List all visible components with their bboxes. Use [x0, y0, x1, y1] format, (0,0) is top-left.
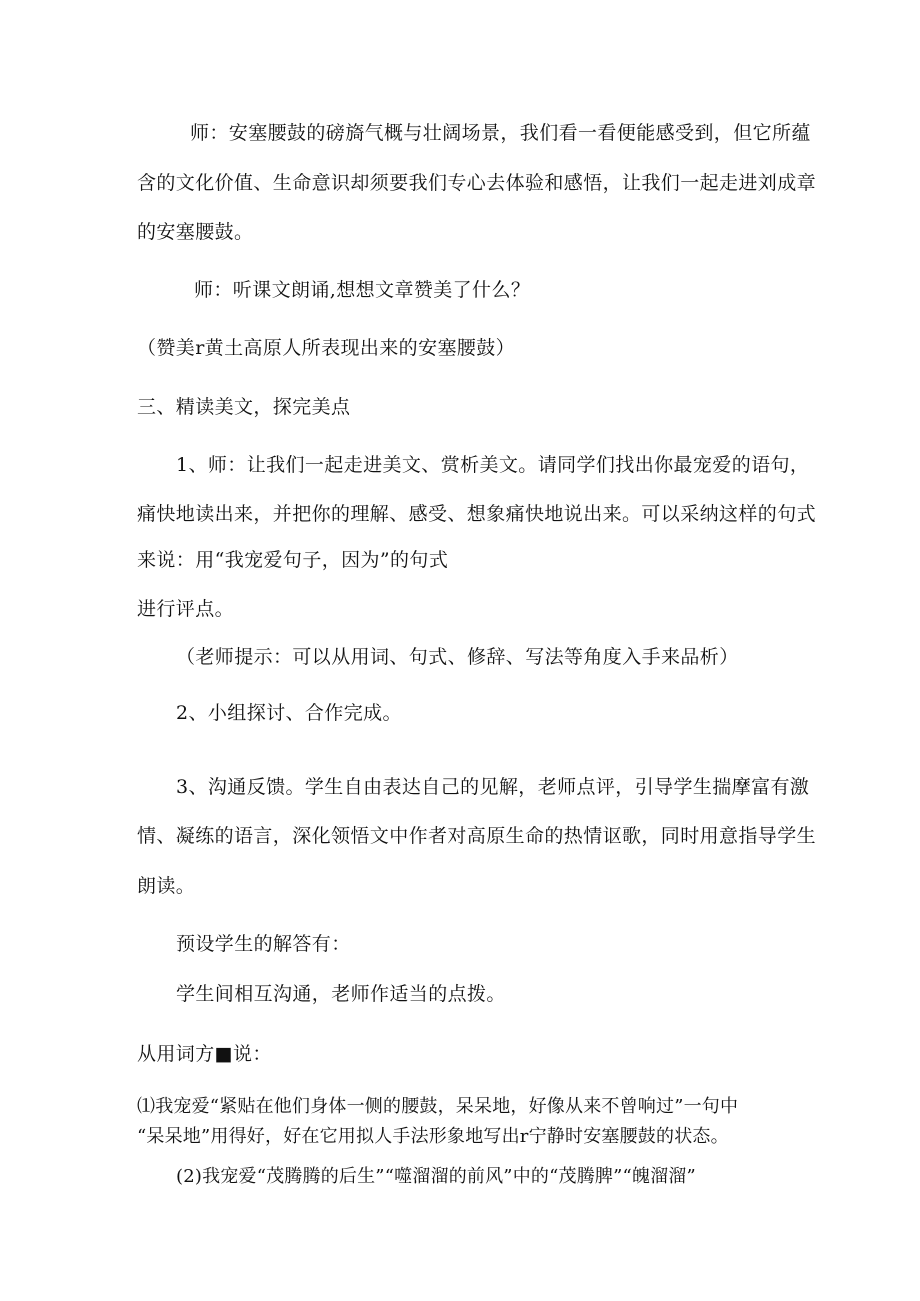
paragraph-teacher-intro-line-2: 含的文化价值、生命意识却须要我们专心去体验和感悟，让我们一起走进刘成章 [137, 172, 817, 194]
item-2: 2、小组探讨、合作完成。 [176, 702, 402, 724]
item-1-line-1: 1、师：让我们一起走进美文、赏析美文。请同学们找出你最宠爱的语句， [176, 454, 810, 476]
item-1-line-3: 来说：用“我宠爱句子，因为”的句式 [137, 549, 449, 571]
item-1-line-4: 进行评点。 [137, 598, 235, 620]
item-3-line-2: 情、凝练的语言，深化领悟文中作者对高原生命的热情讴歌，同时用意指导学生 [137, 825, 817, 847]
example-1-line-2: “呆呆地”用得好，好在它用拟人手法形象地写出r宁静时安塞腰鼓的状态。 [137, 1126, 729, 1147]
preset-answers-label: 预设学生的解答有： [176, 933, 351, 955]
example-1-line-1: ⑴我宠爱“紧贴在他们身体一侧的腰鼓，呆呆地，好像从来不曾响过”一句中 [137, 1096, 739, 1117]
teacher-hint: （老师提示：可以从用词、句式、修辞、写法等角度入手来品析） [176, 646, 739, 668]
student-exchange-note: 学生间相互沟通，老师作适当的点拨。 [176, 983, 506, 1005]
paragraph-listen-question: 师：听课文朗诵,想想文章赞美了什么？ [194, 279, 531, 301]
paragraph-teacher-intro-line-1: 师：安塞腰鼓的磅旖气概与壮阔场景，我们看一看便能感受到，但它所蕴 [190, 122, 811, 144]
section-heading-close-reading: 三、精读美文，探完美点 [137, 396, 351, 418]
item-3-line-3: 朗读。 [137, 875, 196, 897]
word-usage-subheading: 从用词方■说： [137, 1043, 272, 1065]
item-3-line-1: 3、沟通反馈。学生自由表达自己的见解，老师点评，引导学生揣摩富有激 [176, 776, 810, 798]
paragraph-teacher-intro-line-3: 的安塞腰鼓。 [137, 221, 254, 243]
paragraph-answer-praise: （赞美r黄土高原人所表现出来的安塞腰鼓） [137, 337, 516, 359]
item-1-line-2: 痛快地读出来，并把你的理解、感受、想象痛快地说出来。可以采纳这样的句式 [137, 503, 817, 525]
example-2-line-1: (2)我宠爱“茂腾腾的后生”“噬溜溜的前风”中的“茂腾脾”“魄溜溜” [176, 1166, 696, 1187]
